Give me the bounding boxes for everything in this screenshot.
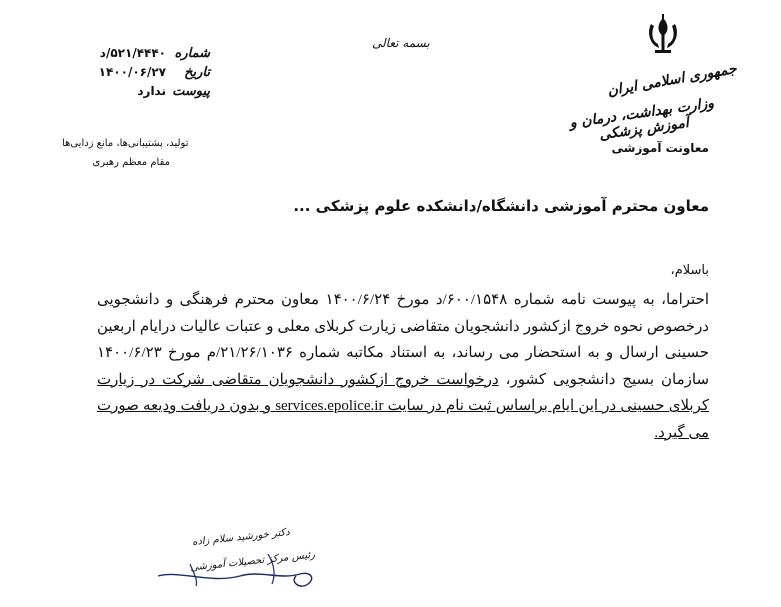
signature-scribble: [150, 540, 320, 592]
signature-name: دکتر خورشید سلام زاده: [191, 526, 291, 549]
iran-emblem-icon: [645, 14, 681, 60]
meta-labels: [160, 44, 210, 101]
cc-line2: مقام معظم رهبری: [92, 157, 170, 168]
deputy-label: معاونت آموزشی: [611, 141, 709, 155]
attachment-value: ندارد: [137, 84, 166, 98]
attachment-label: پیوست: [172, 84, 210, 99]
signature-title: رئیس مرکز تحصیلات آموزشی: [189, 549, 316, 574]
date-label: تاریخ: [184, 65, 210, 80]
letter-body: [97, 287, 709, 446]
letter-addressee: معاون محترم آموزشی دانشگاه/دانشکده علوم پزشکی ...: [293, 197, 709, 215]
ministry-line2: وزارت بهداشت، درمان و آموزش پزشکی: [568, 95, 715, 144]
meta-values: [86, 44, 166, 101]
cc-line1: تولید، پشتیبانی‌ها، مانع زدایی‌ها: [62, 138, 189, 149]
letter-salutation: باسلام،: [670, 263, 709, 278]
number-label: شماره: [174, 46, 210, 61]
number-value: ۵۲۱/۴۴۴۰/د: [99, 46, 166, 60]
letter-body-underlined: درخواست خروج ازکشور دانشجویان متقاضی شرکت در زیارت کربلای حسینی در این ایام براساس ثبت نام در سایت services.epolice.ir و بدون دریافت ودیعه صورت می گیرد.: [97, 371, 709, 441]
bismillah: بسمه تعالی: [372, 36, 430, 50]
letter-body-text: احتراما، به پیوست نامه شماره ۶۰۰/۱۵۴۸/د مورخ ۱۴۰۰/۶/۲۴ معاون محترم فرهنگی و دانشجویی درخصوص نحوه خروج ازکشور دانشجویان متقاضی زیارت کربلای معلی و عتبات عالیات درایام اربعین حسینی ارسال و به استحضار می رساند، به استناد مکاتبه شماره ۲۱/۲۶/۱۰۳۶/م مورخ ۱۴۰۰/۶/۲۳ سازمان بسیج دانشجویی کشور،: [97, 292, 710, 388]
date-value: ۱۴۰۰/۰۶/۲۷: [98, 65, 166, 79]
ministry-line1: جمهوری اسلامی ایران: [606, 60, 738, 100]
